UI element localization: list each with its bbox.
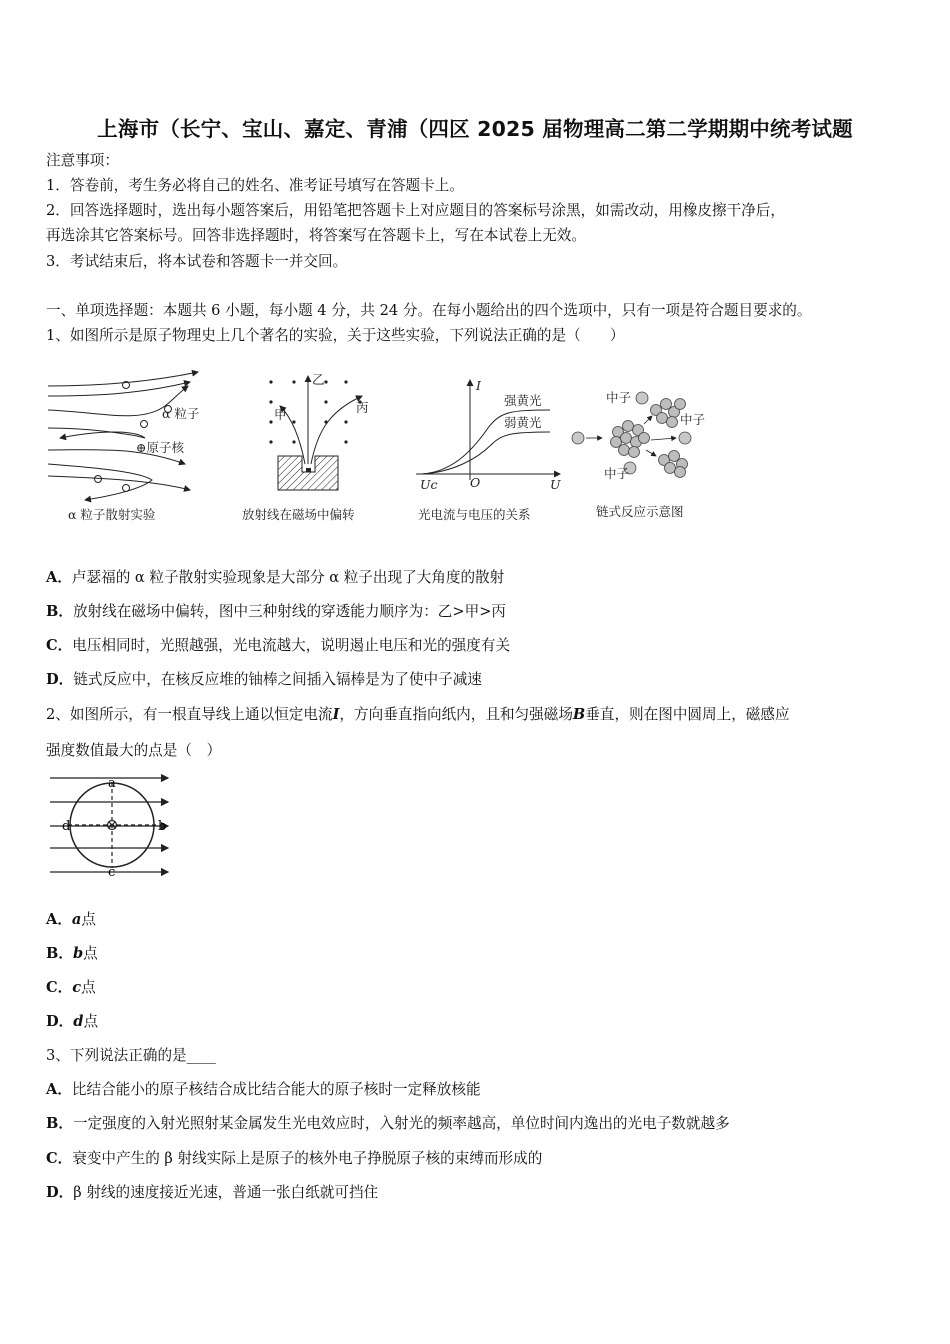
ray-bing [311,396,362,464]
q1-stem: 1、如图所示是原子物理史上几个著名的实验，关于这些实验，下列说法正确的是（ ） [46,327,625,344]
q2-option-d [46,1012,98,1032]
q2-option-a [46,910,96,930]
q3-stem: 3、下列说法正确的是____ [46,1047,216,1064]
notice-item-1: 1．答卷前，考生务必将自己的姓名、准考证号填写在答题卡上。 [46,177,464,194]
neutron-out-2 [679,432,691,444]
option-key: D． [46,1184,74,1201]
option-key: B． [46,603,73,620]
caption-radiation: 放射线在磁场中偏转 [242,507,355,522]
q1-option-d [46,670,482,690]
notice-item-2: 2．回答选择题时，选出每小题答案后，用铅笔把答题卡上对应题目的答案标号涂黑，如需改动，用橡皮擦干净后， [46,202,785,219]
label-strong-light: 强黄光 [504,393,542,408]
option-key: C． [46,637,73,654]
notice-item-2-cont: 再选涂其它答案标号。回答非选择题时，将答案写在答题卡上，写在本试卷上无效。 [46,227,586,244]
alpha-track-4 [48,428,145,438]
alpha-track-2 [48,382,190,396]
label-uc: Uc [420,477,438,492]
option-var: a [71,911,82,928]
caption-chain-reaction: 链式反应示意图 [596,504,684,519]
q2-stem-part: ，方向垂直指向纸内，且和匀强磁场 [339,706,573,723]
label-bing: 丙 [356,400,369,415]
label-weak-light: 弱黄光 [504,415,542,430]
uranium-nucleus [611,421,650,458]
option-text: 点 [83,1013,99,1030]
label-jia: 甲 [274,407,287,422]
point-label-b: b [158,819,167,834]
option-key: C． [46,1150,73,1167]
option-var: d [73,1013,84,1030]
alpha-scattering-diagram [48,372,198,500]
axis-label-i: I [476,378,481,393]
incoming-neutron [572,432,584,444]
option-text: 点 [83,945,98,962]
axis-label-u: U [550,477,561,492]
option-text: 比结合能小的原子核结合成比结合能大的原子核时一定释放核能 [71,1081,481,1098]
nucleus-mark-4 [95,476,102,483]
q2-var-i: I [332,706,340,723]
point-label-a: a [108,776,116,791]
option-text: β 射线的速度接近光速，普通一张白纸就可挡住 [73,1184,379,1201]
option-text: 衰变中产生的 β 射线实际上是原子的核外电子挣脱原子核的束缚而形成的 [72,1150,543,1167]
q2-figure [46,770,176,882]
q1-option-b [46,602,506,622]
option-text: 卢瑟福的 α 粒子散射实验现象是大部分 α 粒子出现了大角度的散射 [71,569,505,586]
option-key: A． [46,1081,72,1098]
curve-weak [422,432,550,474]
source [306,468,311,472]
q2-var-b: B [572,706,586,723]
nucleus-label: ⊕原子核 [136,440,184,455]
q2-stem-part: 2、如图所示，有一根直导线上通以恒定电流 [46,706,333,723]
page-title: 上海市（长宁、宝山、嘉定、青浦（四区 2025 届物理高二第二学期期中统考试题 [97,117,853,141]
option-key: A． [46,911,72,928]
alpha-track-7 [48,476,190,490]
neutron-label-2: 中子 [680,412,706,427]
option-key: B． [46,945,73,962]
fragment-lower [659,451,688,478]
q2-stem-part: 垂直，则在图中圆周上，磁感应 [585,706,790,723]
alpha-particle-label: α 粒子 [162,406,200,421]
option-var: b [72,945,84,962]
option-text: 链式反应中，在核反应堆的铀棒之间插入镉棒是为了使中子减速 [73,671,482,688]
q1-option-a [46,568,504,588]
neutron-label-1: 中子 [606,390,632,405]
neutron-label-3: 中子 [604,466,630,481]
q3-option-a [46,1080,481,1100]
label-yi: 乙 [312,372,325,387]
q1-option-c [46,636,510,656]
section-heading: 一、单项选择题：本题共 6 小题，每小题 4 分，共 24 分。在每小题给出的四个选项中，只有一项是符合题目要求的。 [46,302,812,319]
chain-reaction-diagram [572,392,691,478]
q3-option-d [46,1183,378,1203]
q3-option-c [46,1149,542,1169]
radiation-deflection-diagram [269,376,362,490]
point-label-c: c [108,865,116,880]
q1-figure [40,368,730,533]
option-key: C． [46,979,73,996]
notice-item-3: 3．考试结束后，将本试卷和答题卡一并交回。 [46,253,348,270]
option-var: c [72,979,82,996]
point-label-d: d [62,819,71,834]
option-key: D． [46,1013,74,1030]
neutron-out-1 [636,392,648,404]
q2-option-b [46,944,98,964]
nucleus-mark-3 [141,421,148,428]
option-text: 一定强度的入射光照射某金属发生光电效应时，入射光的频率越高，单位时间内逸出的光电子数就越多 [72,1115,730,1132]
option-key: D． [46,671,74,688]
label-origin: O [470,475,481,490]
notice-heading: 注意事项： [46,152,119,169]
option-key: A． [46,569,72,586]
nucleus-mark-5 [123,485,130,492]
q2-stem [46,705,790,725]
option-key: B． [46,1115,73,1132]
caption-alpha-scattering: α 粒子散射实验 [68,507,156,522]
option-text: 电压相同时，光照越强，光电流越大，说明遏止电压和光的强度有关 [72,637,511,654]
option-text: 点 [81,979,96,996]
q2-stem-cont: 强度数值最大的点是（ ） [46,742,222,759]
q2-option-c [46,978,96,998]
option-text: 放射线在磁场中偏转，图中三种射线的穿透能力顺序为：乙>甲>丙 [72,603,507,620]
caption-photocurrent: 光电流与电压的关系 [418,507,531,522]
q3-option-b [46,1114,730,1134]
option-text: 点 [81,911,96,928]
